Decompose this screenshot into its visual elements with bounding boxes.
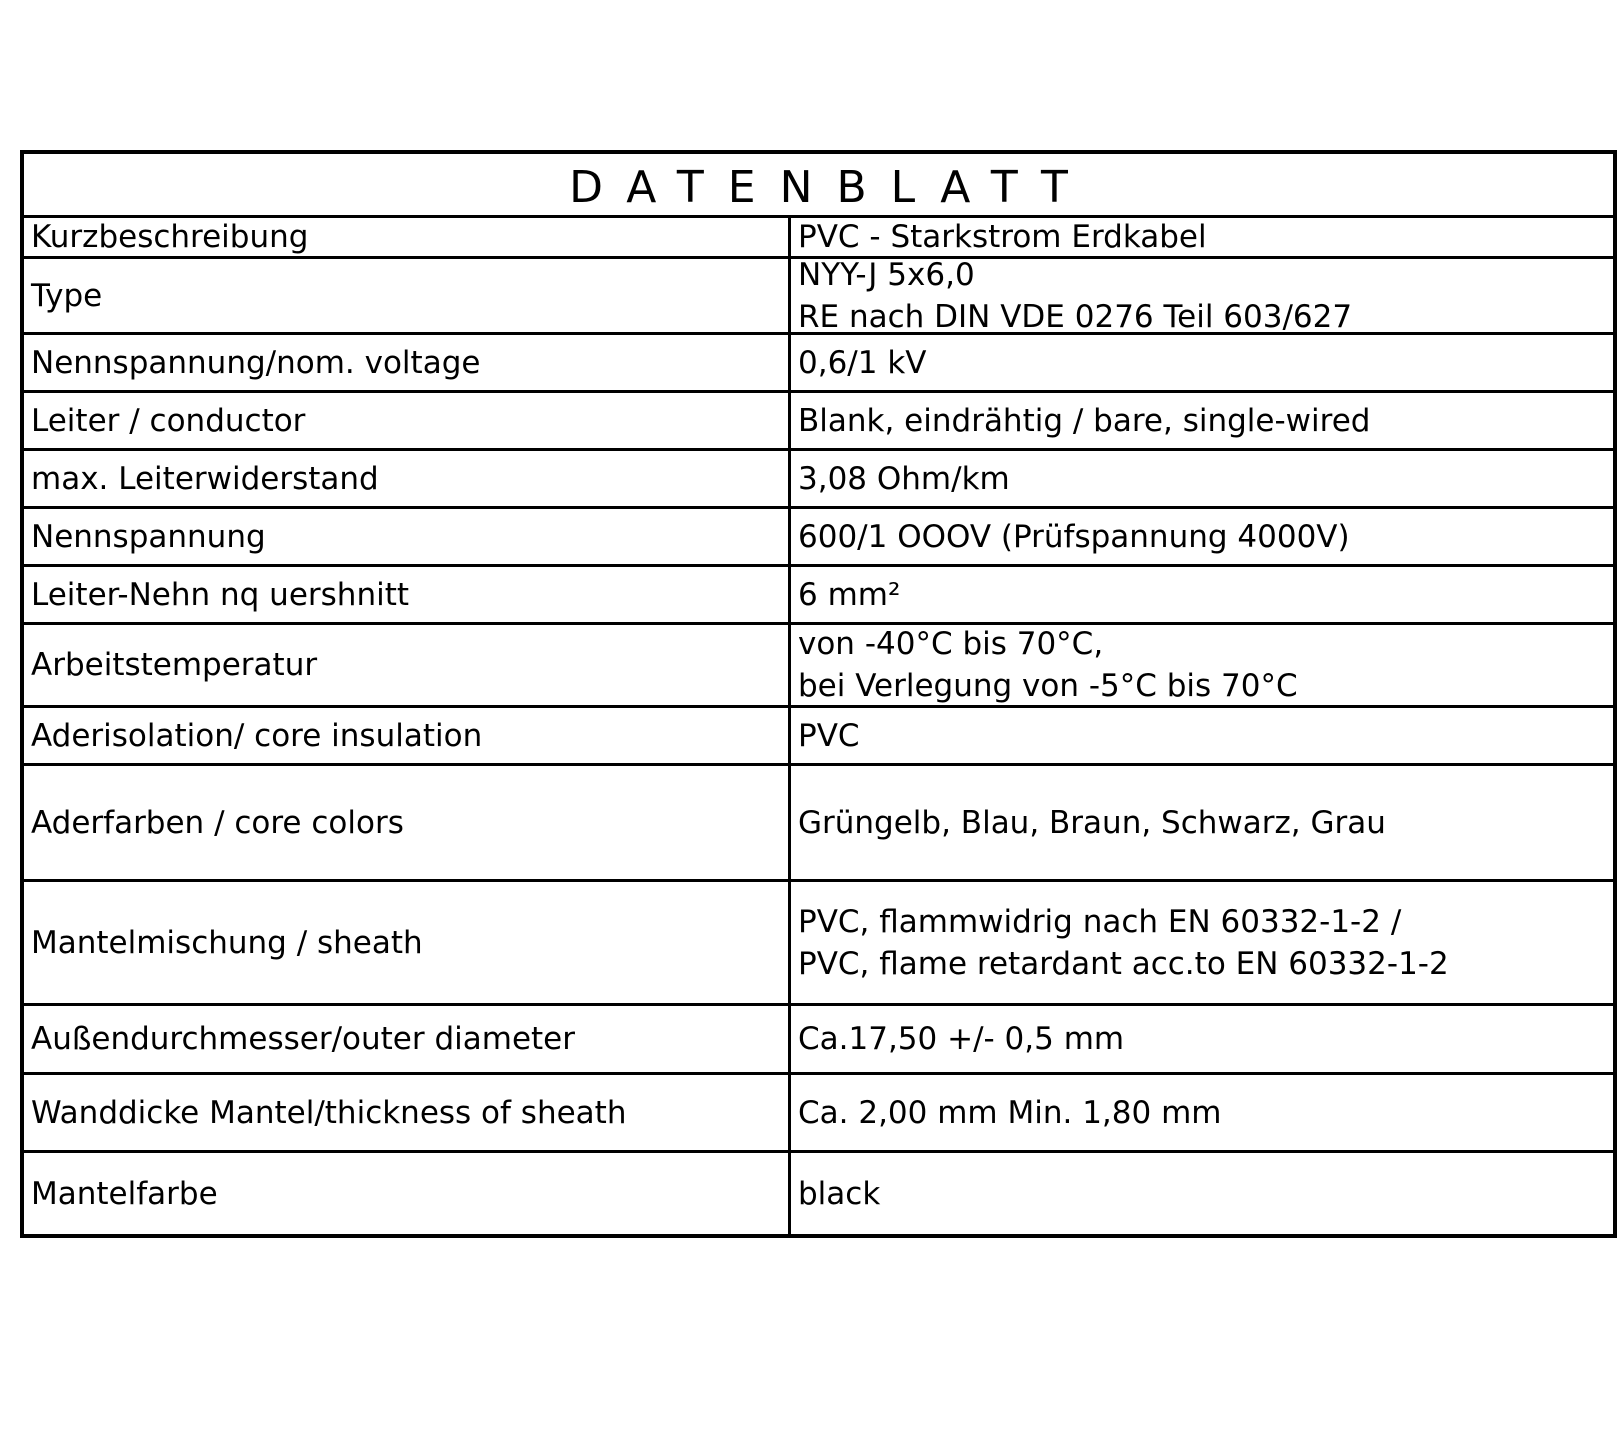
row-label: Leiter / conductor <box>24 393 791 448</box>
row-label: Wanddicke Mantel/thickness of sheath <box>24 1075 791 1150</box>
datasheet-table <box>20 150 1617 1238</box>
value-line: Grüngelb, Blau, Braun, Schwarz, Grau <box>798 804 1386 841</box>
row-value <box>791 451 1613 506</box>
value-line: PVC - Starkstrom Erdkabel <box>798 219 1207 255</box>
row-label: Leiter-Nehn nq uershnitt <box>24 567 791 622</box>
row-value <box>791 509 1613 564</box>
row-label: Mantelmischung / sheath <box>24 882 791 1003</box>
value-line: 3,08 Ohm/km <box>798 460 1010 497</box>
row-label: Aderisolation/ core insulation <box>24 708 791 763</box>
row-value <box>791 625 1613 705</box>
row-value <box>791 256 1613 335</box>
table-row <box>24 256 1613 335</box>
value-line: 600/1 OOOV (Prüfspannung 4000V) <box>798 518 1350 555</box>
value-line: RE nach DIN VDE 0276 Teil 603/627 <box>798 298 1353 335</box>
table-row <box>24 1153 1613 1234</box>
row-label: Arbeitstemperatur <box>24 625 791 705</box>
value-line: PVC <box>798 717 860 754</box>
value-line: NYY-J 5x6,0 <box>798 256 975 293</box>
row-value <box>791 1153 1613 1234</box>
row-label: Mantelfarbe <box>24 1153 791 1234</box>
row-label: Aderfarben / core colors <box>24 766 791 879</box>
table-row <box>24 451 1613 509</box>
table-row <box>24 393 1613 451</box>
row-value <box>791 1006 1613 1072</box>
value-line: Ca. 2,00 mm Min. 1,80 mm <box>798 1094 1222 1131</box>
row-label: Nennspannung/nom. voltage <box>24 335 791 390</box>
row-label: Type <box>24 259 791 332</box>
table-row <box>24 625 1613 708</box>
table-row <box>24 882 1613 1006</box>
row-value <box>791 708 1613 763</box>
title-row <box>24 154 1613 218</box>
table-row <box>24 1075 1613 1153</box>
row-value <box>791 882 1613 1003</box>
value-line: 6 mm² <box>798 576 901 613</box>
row-value <box>791 393 1613 448</box>
table-row <box>24 708 1613 766</box>
value-line: PVC, flammwidrig nach EN 60332-1-2 / <box>798 903 1402 940</box>
row-value <box>791 766 1613 879</box>
table-row <box>24 509 1613 567</box>
table-row <box>24 567 1613 625</box>
row-value <box>791 1075 1613 1150</box>
row-value <box>791 218 1613 256</box>
row-value <box>791 567 1613 622</box>
table-row <box>24 766 1613 882</box>
page-title: DATENBLATT <box>569 161 1092 213</box>
row-label: Nennspannung <box>24 509 791 564</box>
value-line: PVC, flame retardant acc.to EN 60332-1-2 <box>798 945 1449 982</box>
row-label: max. Leiterwiderstand <box>24 451 791 506</box>
row-label: Außendurchmesser/outer diameter <box>24 1006 791 1072</box>
value-line: Ca.17,50 +/- 0,5 mm <box>798 1021 1125 1057</box>
value-line: von -40°C bis 70°C, <box>798 626 1104 662</box>
value-line: 0,6/1 kV <box>798 344 927 381</box>
table-row <box>24 1006 1613 1075</box>
value-line: bei Verlegung von -5°C bis 70°C <box>798 668 1298 704</box>
row-label: Kurzbeschreibung <box>24 218 791 256</box>
value-line: black <box>798 1175 881 1212</box>
row-value <box>791 335 1613 390</box>
table-row <box>24 335 1613 393</box>
value-line: Blank, eindrähtig / bare, single-wired <box>798 402 1371 439</box>
